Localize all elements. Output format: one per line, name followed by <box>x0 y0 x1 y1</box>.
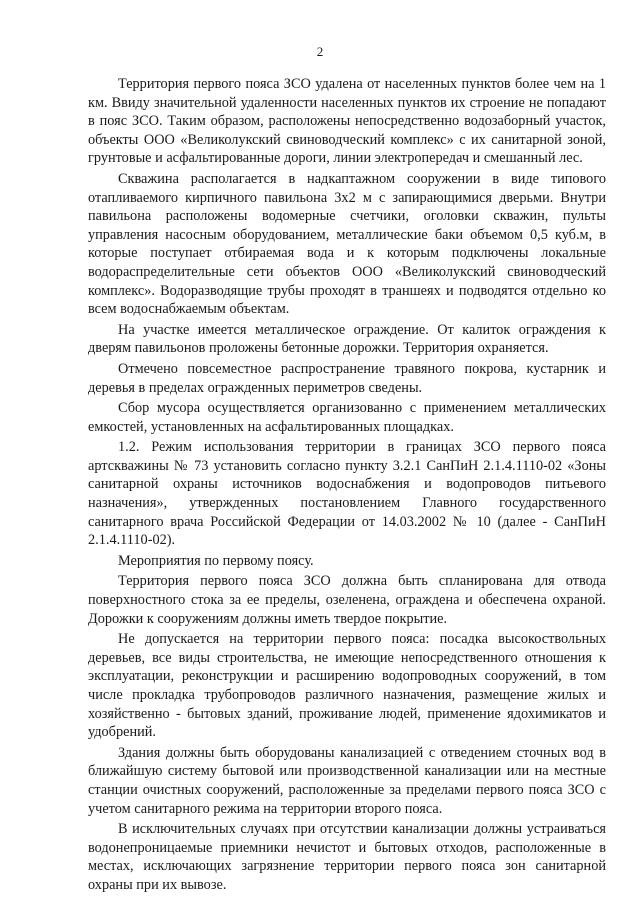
paragraph-territory-planning: Территория первого пояса ЗСО должна быть спланирована для отвода поверхностного стока за ее пределы, озеленена, ограждена и обеспечена охраной. Дорожки к сооружениям должны иметь твердое покрытие. <box>88 573 606 627</box>
paragraph-waste-collection: Сбор мусора осуществляется организованно с применением металлических емкостей, установленных на асфальтированных площадках. <box>88 400 606 435</box>
paragraph-fencing: На участке имеется металлическое ограждение. От калиток ограждения к дверям павильонов проложены бетонные дорожки. Территория охраняется. <box>88 321 606 357</box>
paragraph-well-pavilion: Скважина располагается в надкаптажном сооружении в виде типового отапливаемого кирпичного павильона 3х2 м с запирающимися дверьми. Внутри павильона расположены водомерные счетчики, оголовки скважин, пульты управления насосным оборудованием, металлические баки объемом 0,5 куб.м, в которые поступает отбираемая вода и к которым подключены локальные водораспределительные сети объектов ООО «Великолукский свиноводческий комплекс». Водоразводящие трубы проходят в траншеях и подводятся отдельно ко всем водоснабжаемым объектам. <box>88 170 606 318</box>
document-body <box>88 75 606 897</box>
paragraph-exceptional-cases: В исключительных случаях при отсутствии канализации должны устраиваться водонепроницаемые приемники нечистот и бытовых отходов, расположенные в местах, исключающих загрязнение территории первого пояса зон санитарной охраны при их вывозе. <box>88 821 606 893</box>
paragraph-zone-location: Территория первого пояса ЗСО удалена от населенных пунктов более чем на 1 км. Ввиду значительной удаленности населенных пунктов их строение не попадают в пояс ЗСО. Таким образом, расположены непосредственно водозаборный участок, объекты ООО «Великолукский свиноводческий комплекс» с их санитарной зоной, грунтовые и асфальтированные дороги, линии электропередач и смешанный лес. <box>88 76 606 167</box>
page-number: 2 <box>316 44 324 59</box>
paragraph-first-belt-measures-heading: Мероприятия по первому поясу. <box>118 552 314 569</box>
paragraph-sewerage: Здания должны быть оборудованы канализацией с отведением сточных вод в ближайшую систему бытовой или производственной канализации или на местные станции очистных сооружений, расположенные за пределами первого пояса ЗСО с учетом санитарного режима на территории второго пояса. <box>88 744 606 817</box>
paragraph-section-1-2: 1.2. Режим использования территории в границах ЗСО первого пояса артскважины № 73 установить согласно пункту 3.2.1 СанПиН 2.1.4.1110-02 «Зоны санитарной охраны источников водоснабжения и водопроводов питьевого назначения», утвержденных постановлением Главного государственного санитарного врача Российской Федерации от 14.03.2002 № 10 (далее - СанПиН 2.1.4.1110-02). <box>88 439 606 549</box>
paragraph-vegetation: Отмечено повсеместное распространение травяного покрова, кустарник и деревья в пределах огражденных периметров сведены. <box>88 360 606 396</box>
paragraph-prohibitions: Не допускается на территории первого пояса: посадка высокоствольных деревьев, все виды строительства, не имеющие непосредственного отношения к эксплуатации, реконструкции и расширению водопроводных сооружений, в том числе прокладка трубопроводов различного назначения, размещение жилых и хозяйственно - бытовых зданий, проживание людей, применение ядохимикатов и удобрений. <box>88 631 606 741</box>
